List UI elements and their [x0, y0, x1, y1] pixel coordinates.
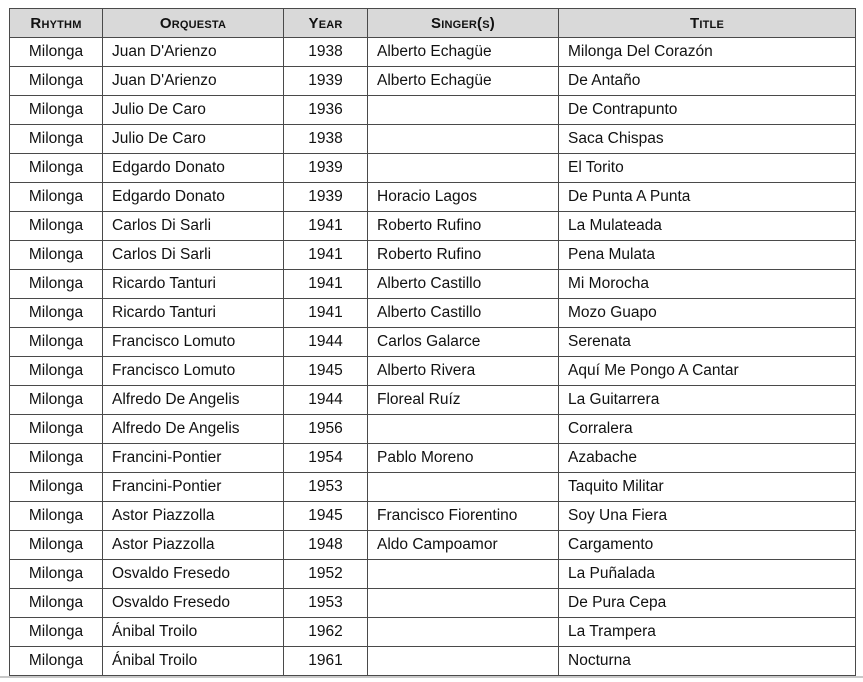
cell-rhythm: Milonga	[10, 386, 103, 415]
table-row	[10, 357, 856, 386]
table-row	[10, 618, 856, 647]
table-row	[10, 96, 856, 125]
cell-rhythm: Milonga	[10, 96, 103, 125]
cell-singer: Alberto Castillo	[368, 270, 559, 299]
cell-year: 1939	[284, 154, 368, 183]
cell-singer	[368, 125, 559, 154]
table-row	[10, 415, 856, 444]
cell-orquesta: Ricardo Tanturi	[103, 299, 284, 328]
cell-orquesta: Astor Piazzolla	[103, 531, 284, 560]
cell-title: La Puñalada	[559, 560, 856, 589]
cell-orquesta: Juan D'Arienzo	[103, 38, 284, 67]
page-bottom-rule	[0, 676, 863, 678]
cell-title: La Mulateada	[559, 212, 856, 241]
cell-year: 1962	[284, 618, 368, 647]
table-row	[10, 299, 856, 328]
cell-year: 1945	[284, 357, 368, 386]
cell-title: De Punta A Punta	[559, 183, 856, 212]
cell-rhythm: Milonga	[10, 531, 103, 560]
cell-orquesta: Julio De Caro	[103, 125, 284, 154]
cell-rhythm: Milonga	[10, 502, 103, 531]
cell-orquesta: Carlos Di Sarli	[103, 212, 284, 241]
cell-title: Serenata	[559, 328, 856, 357]
cell-year: 1939	[284, 183, 368, 212]
cell-rhythm: Milonga	[10, 241, 103, 270]
cell-year: 1954	[284, 444, 368, 473]
cell-rhythm: Milonga	[10, 38, 103, 67]
cell-orquesta: Francini-Pontier	[103, 473, 284, 502]
table-row	[10, 647, 856, 676]
cell-orquesta: Astor Piazzolla	[103, 502, 284, 531]
cell-rhythm: Milonga	[10, 618, 103, 647]
cell-title: Milonga Del Corazón	[559, 38, 856, 67]
cell-orquesta: Edgardo Donato	[103, 183, 284, 212]
cell-title: Cargamento	[559, 531, 856, 560]
cell-title: De Contrapunto	[559, 96, 856, 125]
table-row	[10, 270, 856, 299]
cell-singer: Alberto Echagüe	[368, 38, 559, 67]
cell-singer: Pablo Moreno	[368, 444, 559, 473]
cell-singer: Horacio Lagos	[368, 183, 559, 212]
table-row	[10, 386, 856, 415]
cell-year: 1944	[284, 328, 368, 357]
cell-orquesta: Osvaldo Fresedo	[103, 589, 284, 618]
table-body	[10, 38, 856, 676]
header-title: Title	[559, 9, 856, 38]
cell-title: Taquito Militar	[559, 473, 856, 502]
cell-orquesta: Francisco Lomuto	[103, 357, 284, 386]
cell-orquesta: Alfredo De Angelis	[103, 415, 284, 444]
cell-rhythm: Milonga	[10, 647, 103, 676]
cell-year: 1961	[284, 647, 368, 676]
table-row	[10, 531, 856, 560]
cell-year: 1953	[284, 473, 368, 502]
cell-singer	[368, 415, 559, 444]
cell-orquesta: Ánibal Troilo	[103, 647, 284, 676]
table-row	[10, 67, 856, 96]
cell-orquesta: Juan D'Arienzo	[103, 67, 284, 96]
cell-rhythm: Milonga	[10, 473, 103, 502]
cell-title: De Antaño	[559, 67, 856, 96]
header-row	[10, 9, 856, 38]
cell-singer	[368, 647, 559, 676]
cell-title: Nocturna	[559, 647, 856, 676]
header-orquesta: Orquesta	[103, 9, 284, 38]
header-year: Year	[284, 9, 368, 38]
table-row	[10, 154, 856, 183]
header-rhythm: Rhythm	[10, 9, 103, 38]
table-row	[10, 444, 856, 473]
table-row	[10, 560, 856, 589]
cell-year: 1941	[284, 270, 368, 299]
cell-singer: Aldo Campoamor	[368, 531, 559, 560]
cell-rhythm: Milonga	[10, 212, 103, 241]
cell-orquesta: Francisco Lomuto	[103, 328, 284, 357]
cell-singer	[368, 473, 559, 502]
table-row	[10, 328, 856, 357]
cell-title: La Guitarrera	[559, 386, 856, 415]
cell-year: 1938	[284, 125, 368, 154]
cell-title: Soy Una Fiera	[559, 502, 856, 531]
cell-year: 1953	[284, 589, 368, 618]
cell-title: La Trampera	[559, 618, 856, 647]
cell-year: 1952	[284, 560, 368, 589]
cell-title: Aquí Me Pongo A Cantar	[559, 357, 856, 386]
table-row	[10, 589, 856, 618]
cell-year: 1938	[284, 38, 368, 67]
cell-rhythm: Milonga	[10, 415, 103, 444]
cell-orquesta: Ánibal Troilo	[103, 618, 284, 647]
cell-rhythm: Milonga	[10, 299, 103, 328]
cell-orquesta: Osvaldo Fresedo	[103, 560, 284, 589]
cell-title: De Pura Cepa	[559, 589, 856, 618]
cell-rhythm: Milonga	[10, 328, 103, 357]
cell-singer	[368, 96, 559, 125]
cell-rhythm: Milonga	[10, 154, 103, 183]
table-row	[10, 241, 856, 270]
cell-title: El Torito	[559, 154, 856, 183]
cell-rhythm: Milonga	[10, 270, 103, 299]
cell-singer: Floreal Ruíz	[368, 386, 559, 415]
table-row	[10, 473, 856, 502]
cell-singer: Roberto Rufino	[368, 241, 559, 270]
cell-orquesta: Carlos Di Sarli	[103, 241, 284, 270]
cell-singer: Alberto Castillo	[368, 299, 559, 328]
cell-title: Saca Chispas	[559, 125, 856, 154]
cell-orquesta: Francini-Pontier	[103, 444, 284, 473]
cell-orquesta: Alfredo De Angelis	[103, 386, 284, 415]
cell-title: Corralera	[559, 415, 856, 444]
cell-singer: Alberto Rivera	[368, 357, 559, 386]
cell-year: 1941	[284, 241, 368, 270]
cell-year: 1956	[284, 415, 368, 444]
cell-orquesta: Julio De Caro	[103, 96, 284, 125]
cell-singer	[368, 618, 559, 647]
cell-title: Mi Morocha	[559, 270, 856, 299]
cell-year: 1948	[284, 531, 368, 560]
cell-singer: Carlos Galarce	[368, 328, 559, 357]
cell-rhythm: Milonga	[10, 125, 103, 154]
cell-year: 1936	[284, 96, 368, 125]
table-row	[10, 183, 856, 212]
table-row	[10, 125, 856, 154]
cell-year: 1941	[284, 212, 368, 241]
cell-singer: Francisco Fiorentino	[368, 502, 559, 531]
cell-rhythm: Milonga	[10, 183, 103, 212]
cell-year: 1939	[284, 67, 368, 96]
cell-singer	[368, 589, 559, 618]
cell-title: Mozo Guapo	[559, 299, 856, 328]
cell-rhythm: Milonga	[10, 589, 103, 618]
cell-rhythm: Milonga	[10, 560, 103, 589]
cell-singer: Roberto Rufino	[368, 212, 559, 241]
table-row	[10, 212, 856, 241]
cell-rhythm: Milonga	[10, 357, 103, 386]
cell-rhythm: Milonga	[10, 67, 103, 96]
cell-title: Azabache	[559, 444, 856, 473]
cell-orquesta: Edgardo Donato	[103, 154, 284, 183]
table-row	[10, 38, 856, 67]
cell-year: 1945	[284, 502, 368, 531]
cell-singer	[368, 154, 559, 183]
cell-year: 1941	[284, 299, 368, 328]
cell-orquesta: Ricardo Tanturi	[103, 270, 284, 299]
cell-singer: Alberto Echagüe	[368, 67, 559, 96]
cell-singer	[368, 560, 559, 589]
milonga-table	[9, 8, 856, 676]
cell-year: 1944	[284, 386, 368, 415]
cell-title: Pena Mulata	[559, 241, 856, 270]
table-row	[10, 502, 856, 531]
header-singers: Singer(s)	[368, 9, 559, 38]
cell-rhythm: Milonga	[10, 444, 103, 473]
